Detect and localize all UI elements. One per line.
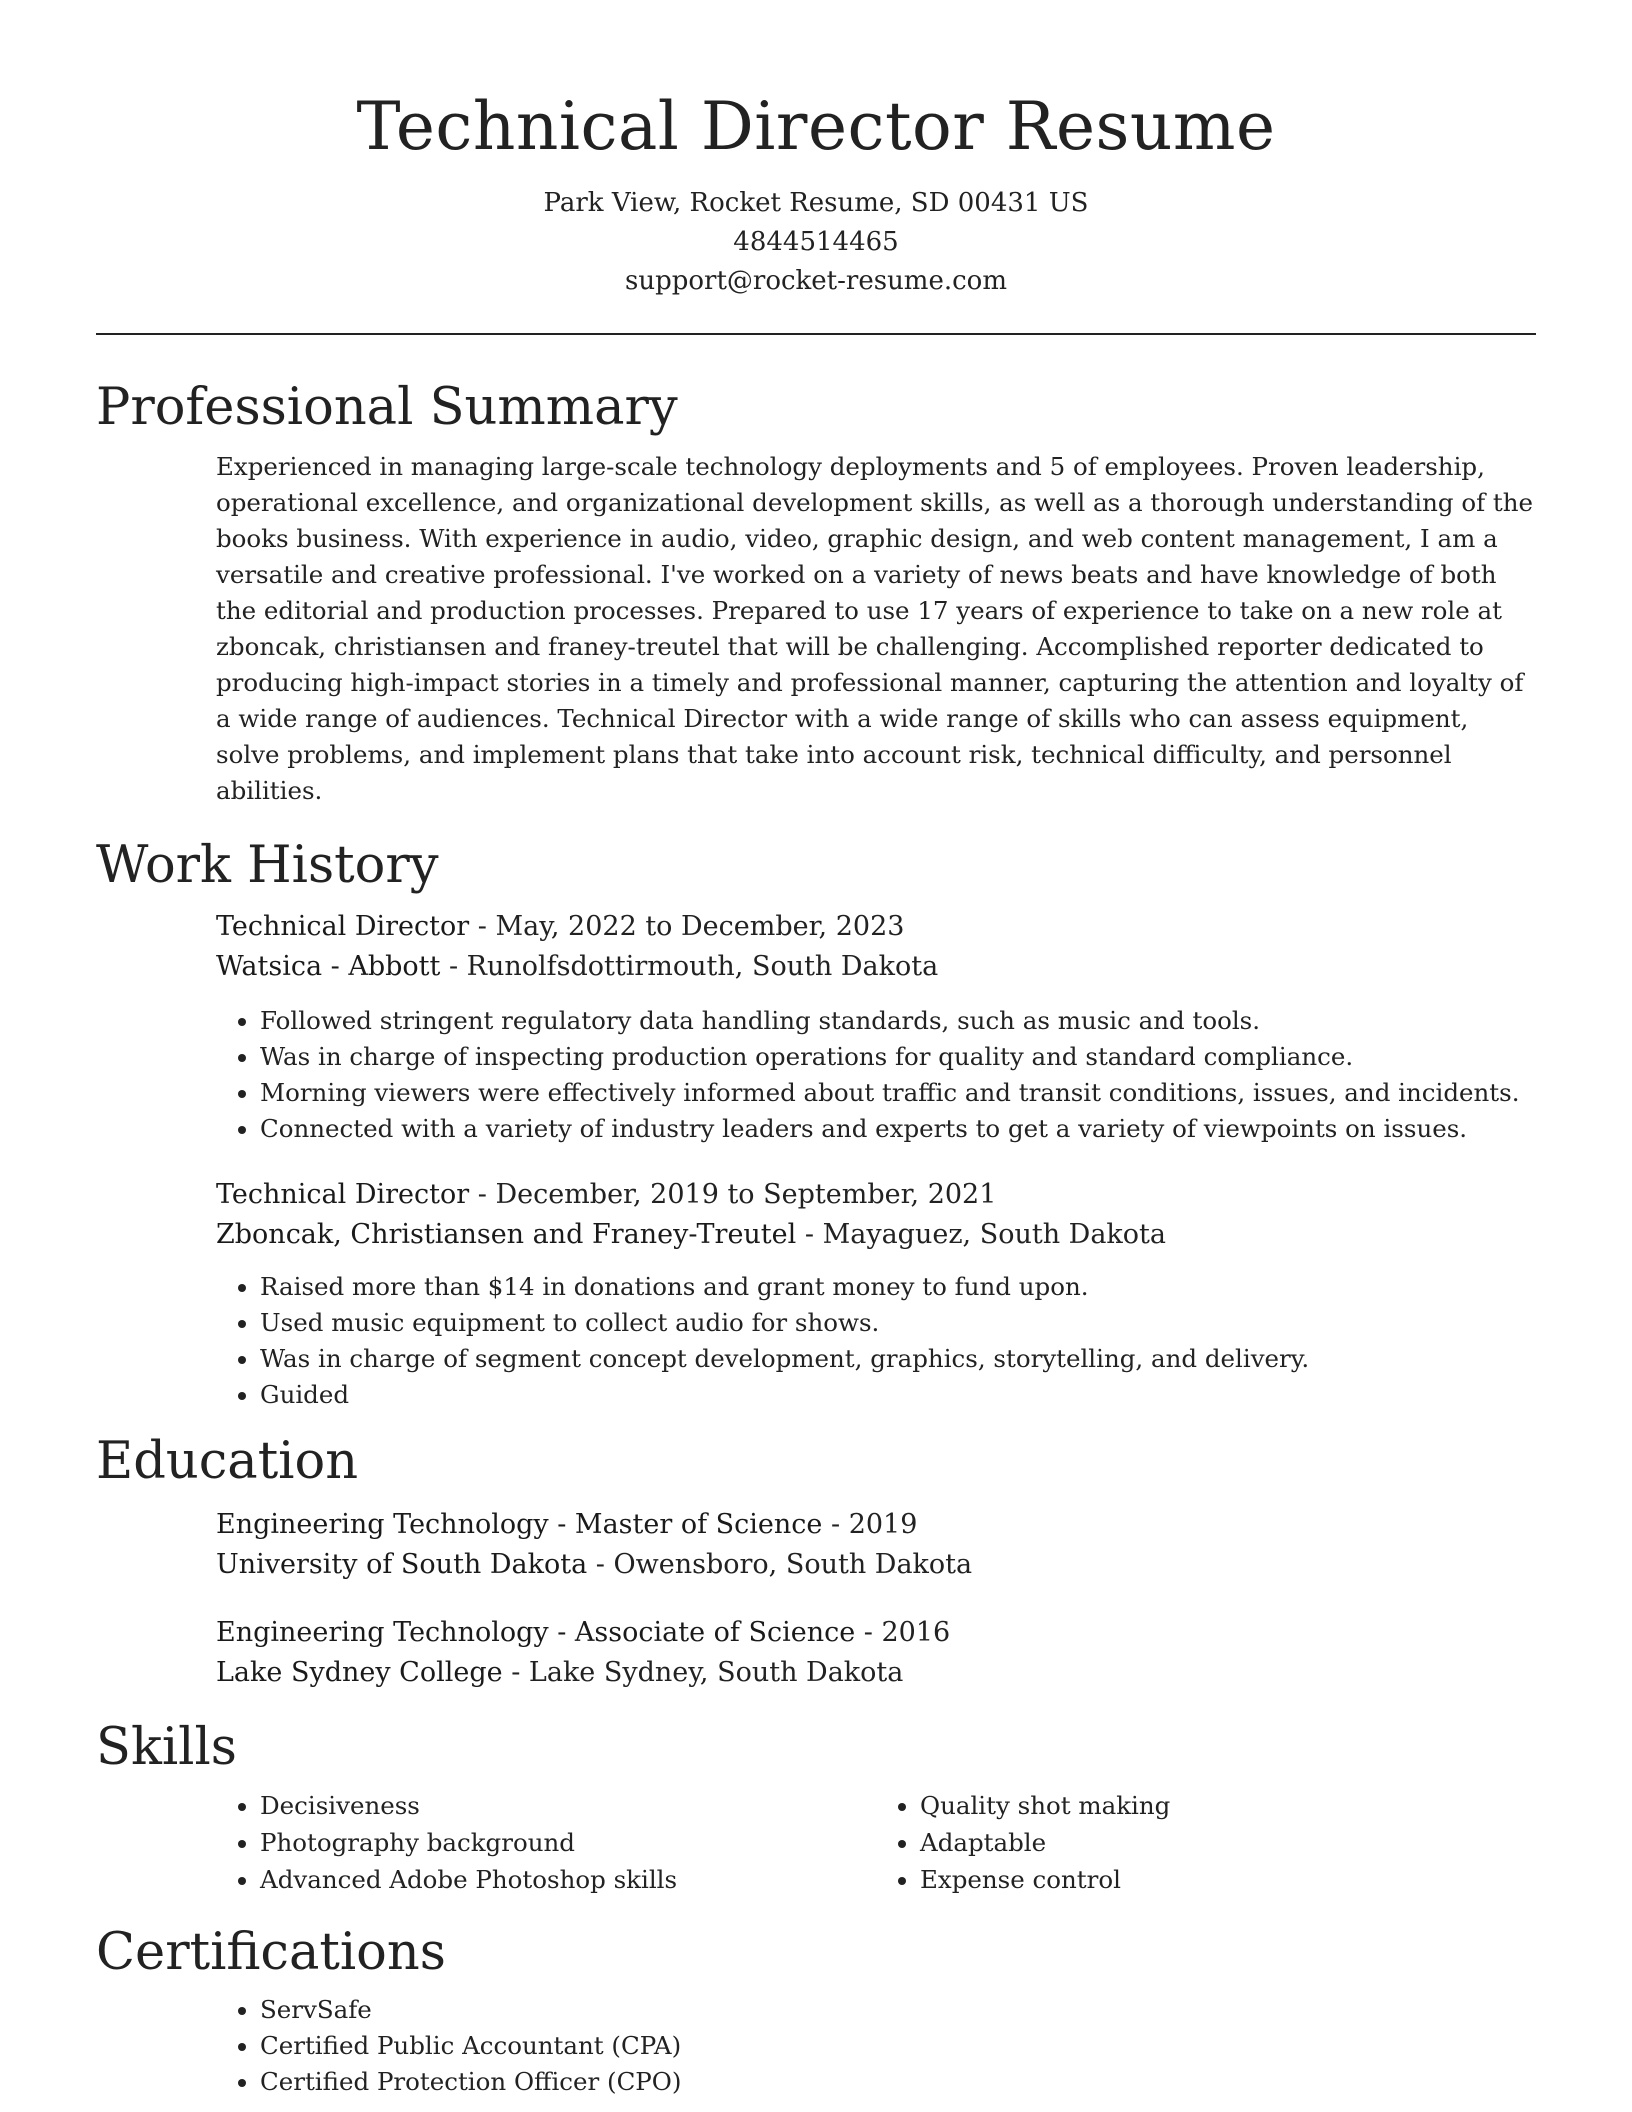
job-entry [216, 907, 1536, 1147]
skill-item: • Photography background [260, 1824, 876, 1861]
certification-item: • Certified Public Accountant (CPA) [260, 2028, 1536, 2064]
work-history-heading: Work History [96, 836, 439, 895]
job-dates: - May, 2022 to December, 2023 [469, 911, 905, 942]
skill-item: • Adaptable [920, 1824, 1536, 1861]
job-location: - Mayaguez, South Dakota [796, 1219, 1166, 1250]
education-section [96, 1429, 1536, 1693]
resume-page [96, 0, 1536, 2100]
job-title-line [216, 907, 1536, 947]
job-bullet: • Guided [260, 1377, 1536, 1413]
resume-title: Technical Director Resume [356, 88, 1276, 165]
education-heading: Education [96, 1432, 359, 1491]
job-bullet: • Was in charge of inspecting production operations for quality and standard compliance. [260, 1039, 1536, 1075]
job-bullet: • Connected with a variety of industry leaders and experts to get a variety of viewpoints on issues. [260, 1111, 1536, 1147]
job-company: Watsica - Abbott [216, 951, 441, 982]
job-bullets [216, 1269, 1536, 1413]
job-role: Technical Director [216, 1179, 470, 1210]
school-line [216, 1653, 1536, 1693]
summary-heading: Professional Summary [96, 378, 678, 437]
certifications-heading: Certifications [96, 1923, 446, 1982]
job-company: Zboncak, Christiansen and Franey-Treutel [216, 1219, 797, 1250]
address-text: Park View, Rocket Resume, SD 00431 US [543, 188, 1089, 218]
school-name: Lake Sydney College [216, 1657, 503, 1688]
skill-item: • Decisiveness [260, 1787, 876, 1824]
job-bullet: • Was in charge of segment concept development, graphics, storytelling, and delivery. [260, 1341, 1536, 1377]
degree-line [216, 1613, 1536, 1653]
degree-year: - 2019 [822, 1509, 918, 1540]
job-entry [216, 1175, 1536, 1413]
skills-grid [216, 1787, 1536, 1898]
job-bullet: • Used music equipment to collect audio for shows. [260, 1305, 1536, 1341]
job-location: - Runolfsdottirmouth, South Dakota [440, 951, 939, 982]
certifications-section [96, 1920, 1536, 2100]
skills-section [96, 1715, 1536, 1898]
school-location: - Owensboro, South Dakota [587, 1549, 973, 1580]
school-line [216, 1545, 1536, 1585]
degree-name: Engineering Technology - Associate of Science [216, 1617, 856, 1648]
skills-column-left [216, 1787, 876, 1898]
certification-item: • Certified Protection Officer (CPO) [260, 2064, 1536, 2100]
skill-item: • Quality shot making [920, 1787, 1536, 1824]
certification-item: • ServSafe [260, 1992, 1536, 2028]
work-history-section [96, 833, 1536, 1413]
job-bullet: • Followed stringent regulatory data handling standards, such as music and tools. [260, 1003, 1536, 1039]
job-title-line [216, 1175, 1536, 1215]
school-location: - Lake Sydney, South Dakota [502, 1657, 904, 1688]
job-dates: - December, 2019 to September, 2021 [469, 1179, 997, 1210]
education-entry [216, 1505, 1536, 1585]
job-bullet: • Raised more than $14 in donations and grant money to fund upon. [260, 1269, 1536, 1305]
job-bullet: • Morning viewers were effectively informed about traffic and transit conditions, issues, and incidents. [260, 1075, 1536, 1111]
skills-heading: Skills [96, 1718, 237, 1777]
contact-block [96, 184, 1536, 301]
certifications-list [216, 1992, 1536, 2100]
skill-item: • Expense control [920, 1861, 1536, 1898]
header-divider [96, 333, 1536, 335]
degree-name: Engineering Technology - Master of Science [216, 1509, 823, 1540]
job-company-line [216, 947, 1536, 987]
degree-line [216, 1505, 1536, 1545]
job-bullets [216, 1003, 1536, 1147]
degree-year: - 2016 [855, 1617, 951, 1648]
skill-item: • Advanced Adobe Photoshop skills [260, 1861, 876, 1898]
job-company-line [216, 1215, 1536, 1255]
education-entry [216, 1613, 1536, 1693]
skills-column-right [876, 1787, 1536, 1898]
email-text: support@rocket-resume.com [624, 266, 1007, 296]
summary-text: Experienced in managing large-scale technology deployments and 5 of employees. Proven leadership, operational excellence, and organizational development skills, as well as a thorough understanding of the books business. With experience in audio, video, graphic design, and web content management, I am a versatile and creative professional. I've worked on a variety of news beats and have knowledge of both the editorial and production processes. Prepared to use 17 years of experience to take on a new role at zboncak, christiansen and franey-treutel that will be challenging. Accomplished reporter dedicated to producing high-impact stories in a timely and professional manner, capturing the attention and loyalty of a wide range of audiences. Technical Director with a wide range of skills who can assess equipment, solve problems, and implement plans that take into account risk, technical difficulty, and personnel abilities. [216, 452, 1534, 805]
summary-section [96, 375, 1536, 809]
job-role: Technical Director [216, 911, 470, 942]
school-name: University of South Dakota [216, 1549, 588, 1580]
phone-text: 4844514465 [733, 227, 899, 257]
